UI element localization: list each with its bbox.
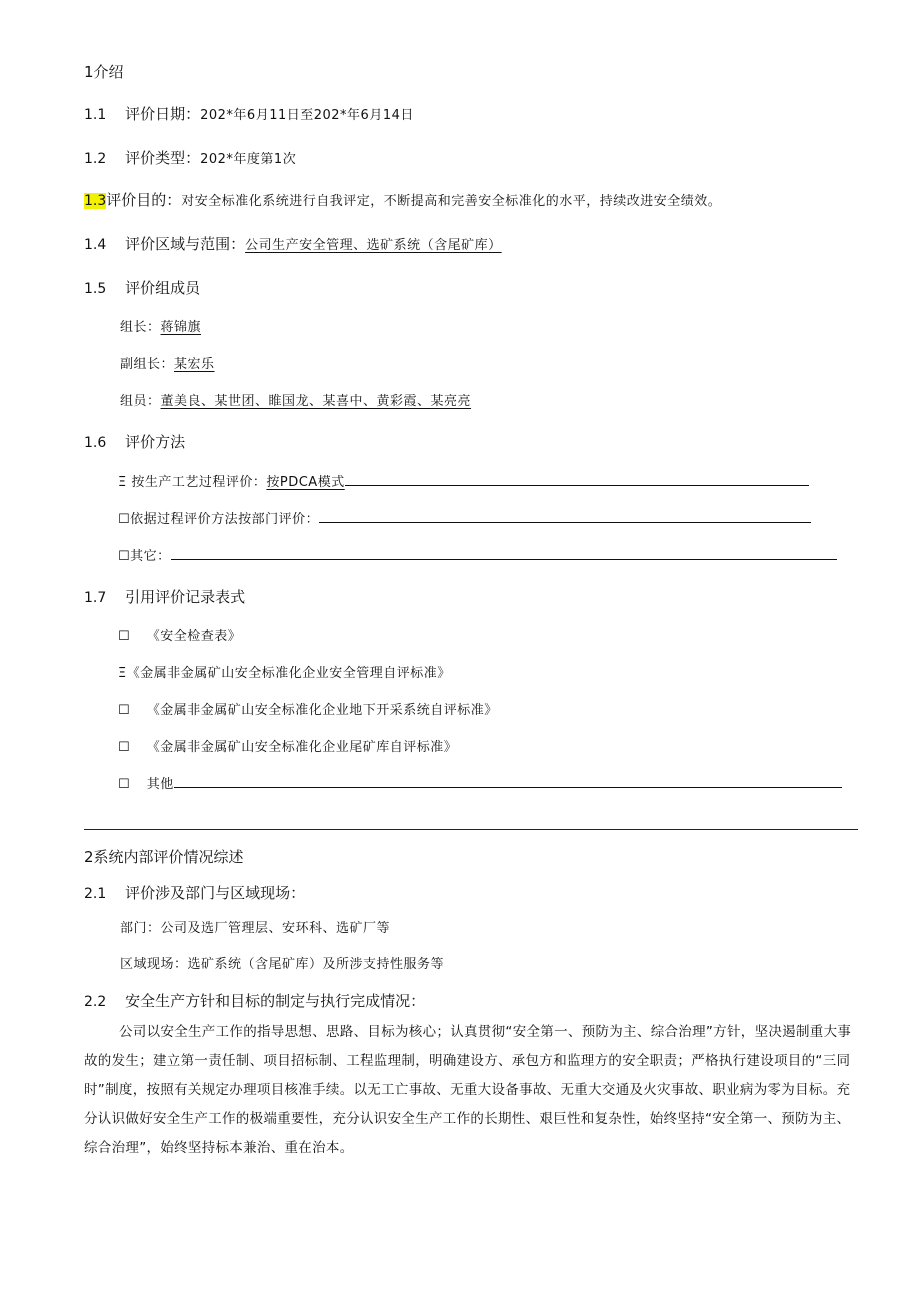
leader-name: 蒋锦旗	[160, 320, 202, 335]
record-form-title: 《金属非金属矿山安全标准化企业尾矿库自评标准》	[146, 740, 458, 755]
evaluation-purpose: 对安全标准化系统进行自我评定，不断提高和完善安全标准化的水平，持续改进安全绩效。	[181, 194, 722, 209]
members-names: 董美良、某世团、睢国龙、某喜中、黄彩霞、某亮亮	[160, 394, 472, 409]
item-label: 评价类型：	[125, 149, 201, 167]
checkbox-icon: ☐	[118, 777, 131, 792]
evaluation-type: 202*年度第1次	[200, 152, 297, 167]
evaluation-scope: 公司生产安全管理、选矿系统（含尾矿库）	[245, 238, 502, 253]
record-form-2	[118, 662, 451, 681]
item-number: 1.6	[84, 435, 107, 451]
checkbox-icon: ☐	[118, 512, 131, 527]
checked-checkbox-icon: Ξ	[118, 666, 127, 681]
record-form-4	[118, 736, 457, 755]
record-form-title: 《金属非金属矿山安全标准化企业地下开采系统自评标准》	[146, 703, 498, 718]
fill-in-line	[319, 508, 811, 523]
option-label: 依据过程评价方法按部门评价：	[130, 512, 320, 527]
section-2-title: 2系统内部评价情况综述	[84, 848, 244, 866]
item-2-2	[84, 990, 425, 1011]
item-1-4	[84, 233, 502, 254]
item-label: 评价区域与范围：	[125, 235, 246, 253]
item-1-3	[84, 189, 721, 210]
checkbox-icon: ☐	[118, 629, 131, 644]
vice-leader	[120, 353, 215, 372]
record-form-title: 其他	[146, 777, 174, 792]
record-form-title: 《安全检查表》	[146, 629, 242, 644]
vice-name: 某宏乐	[174, 357, 215, 372]
item-number: 1.1	[84, 107, 107, 123]
checked-checkbox-icon: Ξ	[118, 475, 127, 490]
area-sites: 区域现场：选矿系统（含尾矿库）及所涉支持性服务等	[120, 957, 445, 972]
leader-label: 组长：	[120, 320, 161, 335]
item-number: 1.4	[84, 237, 107, 253]
item-label: 评价目的：	[106, 191, 182, 209]
record-form-other	[118, 773, 842, 792]
checkbox-icon: ☐	[118, 549, 131, 564]
item-number: 1.3	[84, 193, 107, 209]
fill-in-line	[345, 471, 809, 486]
section-divider	[84, 829, 858, 830]
checkbox-icon: ☐	[118, 703, 131, 718]
option-value: 按PDCA模式	[266, 475, 345, 490]
item-label: 评价方法	[125, 433, 186, 451]
team-leader	[120, 316, 201, 335]
item-label: 评价日期：	[125, 105, 201, 123]
method-option-3	[118, 545, 837, 564]
option-label: 按生产工艺过程评价：	[131, 475, 267, 490]
members-label: 组员：	[120, 394, 161, 409]
option-label: 其它：	[130, 549, 171, 564]
item-1-1	[84, 103, 414, 124]
item-label: 引用评价记录表式	[125, 588, 246, 606]
item-1-6	[84, 431, 185, 452]
item-1-7	[84, 586, 245, 607]
item-label: 评价组成员	[125, 279, 201, 297]
checkbox-icon: ☐	[118, 740, 131, 755]
fill-in-line	[174, 773, 842, 788]
item-number: 1.5	[84, 281, 107, 297]
method-option-1	[118, 471, 809, 490]
record-form-title: 《金属非金属矿山安全标准化企业安全管理自评标准》	[126, 666, 451, 681]
item-number: 1.2	[84, 151, 107, 167]
record-form-3	[118, 699, 498, 718]
team-members	[120, 390, 471, 409]
item-label: 安全生产方针和目标的制定与执行完成情况：	[125, 992, 426, 1010]
item-1-2	[84, 147, 296, 168]
item-number: 2.2	[84, 994, 107, 1010]
policy-paragraph: 公司以安全生产工作的指导思想、思路、目标为核心；认真贯彻“安全第一、预防为主、综合治理”方针，坚决遏制重大事故的发生；建立第一责任制、项目招标制、工程监理制，明确建设方、承包方和监理方的安全职责；严格执行建设项目的“三同时”制度，按照有关规定办理项目核准手续。以无工亡事故、无重大设备事故、无重大交通及火灾事故、职业病为零为目标。充分认识做好安全生产工作的极端重要性，充分认识安全生产工作的长期性、艰巨性和复杂性，始终坚持“安全第一、预防为主、综合治理”，始终坚持标本兼治、重在治本。	[84, 1024, 852, 1156]
evaluation-date: 202*年6月11日至202*年6月14日	[200, 108, 414, 123]
section-1-title: 1介绍	[84, 63, 124, 81]
departments: 部门：公司及选厂管理层、安环科、选矿厂等	[120, 921, 391, 936]
item-number: 2.1	[84, 886, 107, 902]
item-number: 1.7	[84, 590, 107, 606]
item-2-1	[84, 882, 305, 903]
method-option-2	[118, 508, 811, 527]
item-1-5	[84, 277, 200, 298]
vice-label: 副组长：	[120, 357, 175, 372]
record-form-1	[118, 625, 241, 644]
fill-in-line	[171, 545, 837, 560]
item-label: 评价涉及部门与区域现场：	[125, 884, 306, 902]
